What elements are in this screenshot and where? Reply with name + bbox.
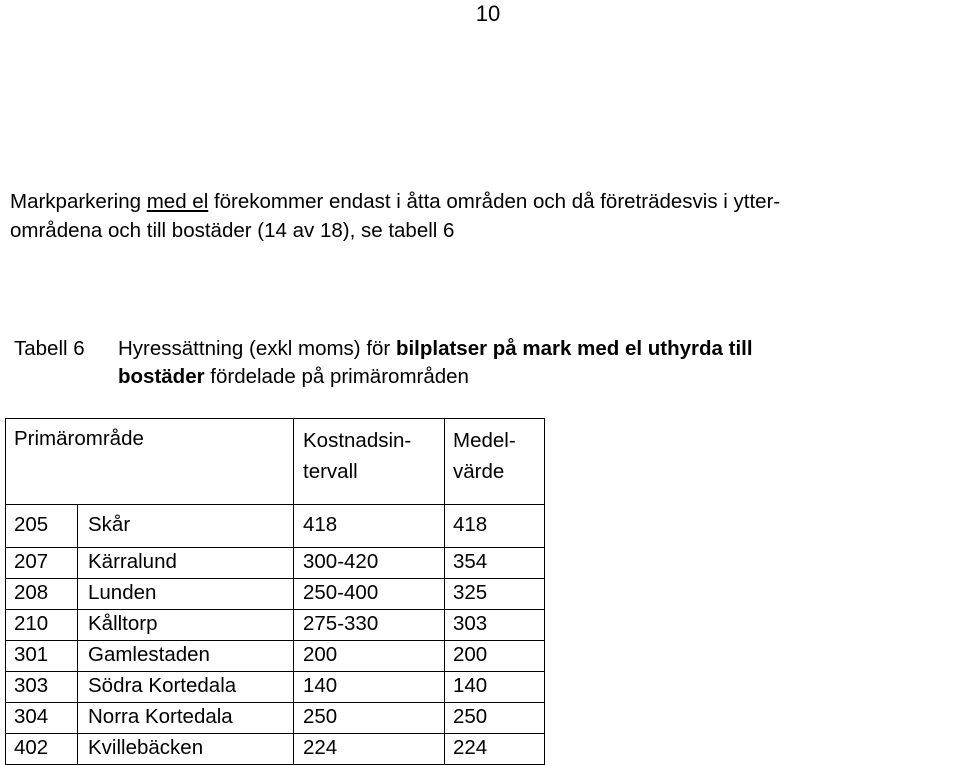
- cell-range: 140: [294, 672, 445, 703]
- cell-mean: 354: [445, 548, 545, 579]
- intro-paragraph: [10, 187, 955, 245]
- intro-underlined-text: med el: [146, 190, 209, 213]
- cell-range: 224: [294, 734, 445, 765]
- cell-mean: 224: [445, 734, 545, 765]
- table-row: [6, 505, 545, 548]
- header-mean: Medel- värde: [445, 419, 545, 505]
- intro-text-start: Markparkering: [10, 190, 147, 213]
- caption-text: [118, 335, 938, 391]
- table-row: [6, 734, 545, 765]
- cell-mean: 303: [445, 610, 545, 641]
- cell-name: Gamlestaden: [78, 641, 294, 672]
- page-number: 10: [475, 1, 501, 26]
- cell-range: 300-420: [294, 548, 445, 579]
- cell-name: Kvillebäcken: [78, 734, 294, 765]
- caption-bold-1: bilplatser på mark med el uthyrda till: [395, 337, 753, 360]
- cell-range: 418: [294, 505, 445, 548]
- table-row: [6, 641, 545, 672]
- table-header-row: [6, 419, 545, 505]
- cell-mean: 325: [445, 579, 545, 610]
- header-area: Primärområde: [6, 419, 294, 505]
- caption-bold-2: bostäder: [118, 365, 205, 388]
- header-range: Kostnadsin- tervall: [294, 419, 445, 505]
- cell-range: 250: [294, 703, 445, 734]
- cell-code: 210: [6, 610, 78, 641]
- cell-code: 205: [6, 505, 78, 548]
- cell-range: 200: [294, 641, 445, 672]
- cell-name: Kålltorp: [78, 610, 294, 641]
- caption-normal-1: Hyressättning (exkl moms) för: [118, 337, 396, 360]
- intro-line-2: områdena och till bostäder (14 av 18), se tabell 6: [10, 219, 455, 242]
- table-row: [6, 672, 545, 703]
- cell-mean: 418: [445, 505, 545, 548]
- cell-mean: 200: [445, 641, 545, 672]
- table-row: [6, 548, 545, 579]
- cell-code: 207: [6, 548, 78, 579]
- intro-text-end: förekommer endast i åtta områden och då företrädesvis i ytter-: [208, 190, 781, 213]
- cell-mean: 140: [445, 672, 545, 703]
- cell-range: 275-330: [294, 610, 445, 641]
- cell-name: Kärralund: [78, 548, 294, 579]
- cell-code: 208: [6, 579, 78, 610]
- cell-range: 250-400: [294, 579, 445, 610]
- cell-code: 402: [6, 734, 78, 765]
- cell-name: Södra Kortedala: [78, 672, 294, 703]
- rent-table: [5, 418, 545, 765]
- cell-name: Skår: [78, 505, 294, 548]
- table-row: [6, 703, 545, 734]
- table-label: Tabell 6: [14, 337, 85, 360]
- cell-code: 301: [6, 641, 78, 672]
- cell-name: Norra Kortedala: [78, 703, 294, 734]
- caption-normal-2: fördelade på primärområden: [204, 365, 469, 388]
- table-row: [6, 610, 545, 641]
- cell-mean: 250: [445, 703, 545, 734]
- table-row: [6, 579, 545, 610]
- cell-code: 304: [6, 703, 78, 734]
- cell-code: 303: [6, 672, 78, 703]
- cell-name: Lunden: [78, 579, 294, 610]
